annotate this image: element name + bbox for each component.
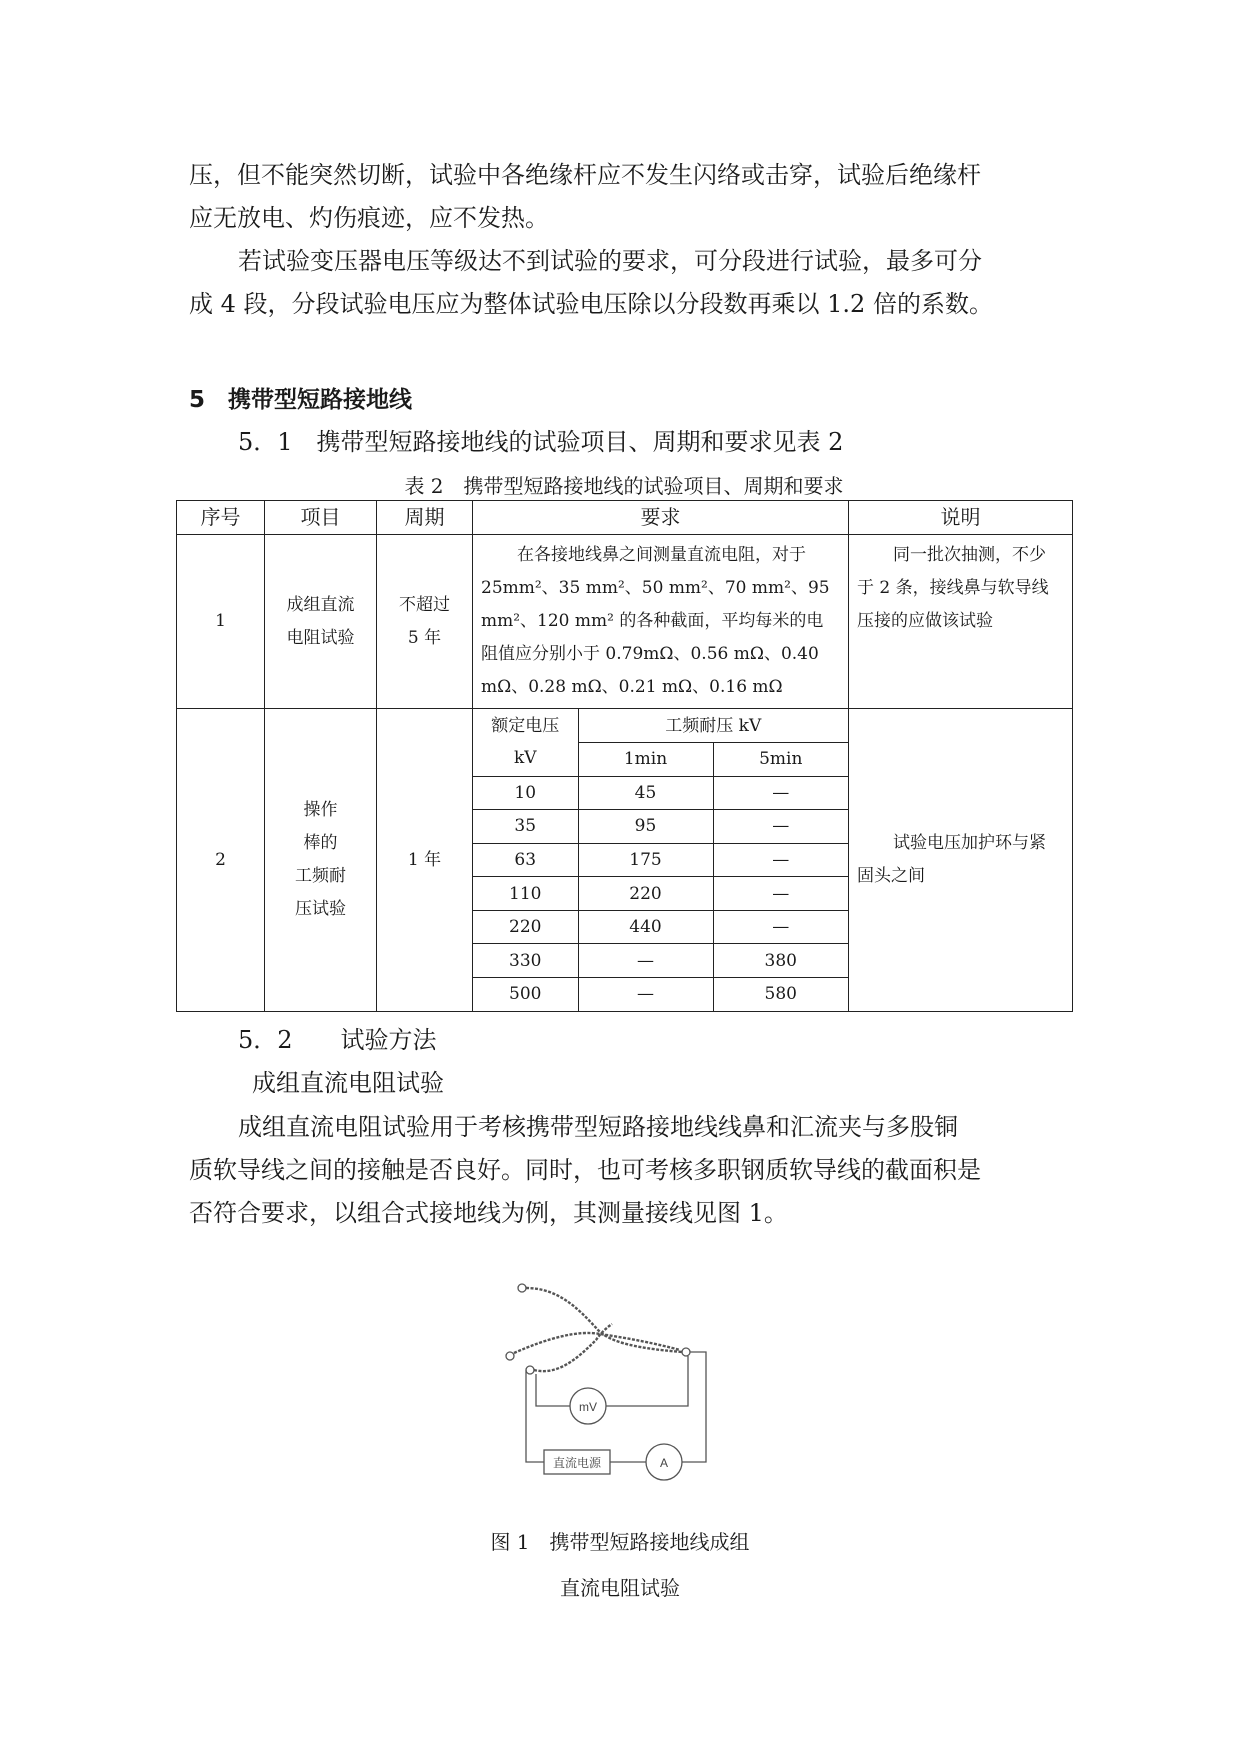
subsection-5-1: 5．1 携带型短路接地线的试验项目、周期和要求见表 2 xyxy=(238,428,844,456)
row1-seq: 1 xyxy=(177,535,265,709)
row1-note-line3: 压接的应做该试验 xyxy=(857,611,993,631)
subtable-row xyxy=(473,910,848,944)
withstand-5min: — xyxy=(713,877,848,911)
header-note: 说明 xyxy=(849,501,1073,535)
rated-kv: 500 xyxy=(473,978,578,1011)
row2-seq: 2 xyxy=(177,709,265,1012)
withstand-1min: 175 xyxy=(578,843,713,877)
method-title: 成组直流电阻试验 xyxy=(252,1069,444,1097)
wire-ammeter-right xyxy=(682,1352,706,1462)
para2-line1: 若试验变压器电压等级达不到试验的要求，可分段进行试验，最多可分 xyxy=(238,247,982,275)
withstand-1min: 440 xyxy=(578,910,713,944)
row2-item-line1: 操作 xyxy=(303,800,338,820)
subtable-row xyxy=(473,776,848,810)
row2-requirement xyxy=(473,709,849,1012)
row1-item-line1: 成组直流 xyxy=(286,594,355,615)
wire-source-left xyxy=(526,1370,544,1462)
lug-mid-icon xyxy=(506,1352,514,1360)
withstand-voltage-table xyxy=(473,709,848,1010)
subheader-5min: 5min xyxy=(713,742,848,776)
row2-item-line3: 工频耐 xyxy=(295,866,346,886)
row1-item-line2: 电阻试验 xyxy=(286,627,355,648)
subtable-row xyxy=(473,843,848,877)
subtable-row xyxy=(473,944,848,978)
withstand-1min: 220 xyxy=(578,877,713,911)
rated-kv: 110 xyxy=(473,877,578,911)
para3-line1: 成组直流电阻试验用于考核携带型短路接地线线鼻和汇流夹与多股铜 xyxy=(238,1113,958,1141)
row2-note xyxy=(849,709,1073,1012)
row2-note-line2: 固头之间 xyxy=(857,866,925,886)
wire-mv-right xyxy=(606,1356,688,1406)
table-row xyxy=(177,535,1073,709)
rated-kv: 35 xyxy=(473,810,578,844)
figure-caption-line1: 图 1 携带型短路接地线成组 xyxy=(490,1530,750,1554)
withstand-5min: — xyxy=(713,910,848,944)
cable-strand-1 xyxy=(526,1288,683,1352)
para3-line3: 否符合要求，以组合式接地线为例，其测量接线见图 1。 xyxy=(189,1199,788,1227)
lug-top-icon xyxy=(518,1284,526,1292)
subsection-5-2: 5．2 试验方法 xyxy=(238,1026,437,1054)
withstand-5min: — xyxy=(713,776,848,810)
subtable-row xyxy=(473,810,848,844)
wire-mv-left xyxy=(536,1374,570,1406)
header-item: 项目 xyxy=(265,501,377,535)
row1-item xyxy=(265,535,377,709)
row2-item-line2: 棒的 xyxy=(303,833,338,853)
row1-note xyxy=(849,535,1073,709)
row1-req-line2: 25mm²、35 mm²、50 mm²、70 mm²、95 xyxy=(481,578,830,598)
withstand-1min: — xyxy=(578,944,713,978)
row1-note-line1: 同一批次抽测，不少 xyxy=(893,545,1046,565)
row1-req-line1: 在各接地线鼻之间测量直流电阻，对于 xyxy=(517,545,806,565)
subtable-row xyxy=(473,978,848,1011)
header-requirement: 要求 xyxy=(473,501,849,535)
para3-line2: 质软导线之间的接触是否良好。同时，也可考核多职钢质软导线的截面积是 xyxy=(189,1156,981,1184)
row1-req-line4: 阻值应分别小于 0.79mΩ、0.56 mΩ、0.40 xyxy=(481,644,819,664)
subheader-rated-line2: kV xyxy=(513,748,537,769)
lug-right-icon xyxy=(682,1348,690,1356)
row2-note-line1: 试验电压加护环与紧 xyxy=(893,833,1046,853)
cable-strand-2 xyxy=(514,1333,680,1353)
rated-kv: 63 xyxy=(473,843,578,877)
table-2 xyxy=(176,500,1073,1012)
a-label: A xyxy=(659,1456,669,1470)
para1-line1: 压，但不能突然切断，试验中各绝缘杆应不发生闪络或击穿，试验后绝缘杆 xyxy=(189,161,981,189)
rated-kv: 220 xyxy=(473,910,578,944)
dc-source-label: 直流电源 xyxy=(552,1456,602,1470)
withstand-1min: 95 xyxy=(578,810,713,844)
subheader-withstand: 工频耐压 kV xyxy=(578,709,848,742)
withstand-1min: — xyxy=(578,978,713,1011)
para1-line2: 应无放电、灼伤痕迹，应不发热。 xyxy=(189,204,549,232)
figure-1-circuit-diagram xyxy=(488,1268,768,1498)
subheader-rated-voltage xyxy=(473,709,578,776)
subheader-rated-line1: 额定电压 xyxy=(491,716,560,737)
withstand-5min: 580 xyxy=(713,978,848,1011)
row1-req-line3: mm²、120 mm² 的各种截面，平均每米的电 xyxy=(481,611,824,631)
mv-label: mV xyxy=(579,1400,597,1414)
row2-period: 1 年 xyxy=(377,709,473,1012)
withstand-5min: 380 xyxy=(713,944,848,978)
withstand-5min: — xyxy=(713,810,848,844)
lug-bottom-icon xyxy=(526,1366,534,1374)
row1-period xyxy=(377,535,473,709)
rated-kv: 10 xyxy=(473,776,578,810)
row1-req-line5: mΩ、0.28 mΩ、0.21 mΩ、0.16 mΩ xyxy=(481,677,783,697)
row1-period-line1: 不超过 xyxy=(399,594,450,615)
rated-kv: 330 xyxy=(473,944,578,978)
withstand-1min: 45 xyxy=(578,776,713,810)
header-seq: 序号 xyxy=(177,501,265,535)
table-header-row xyxy=(177,501,1073,535)
table-caption: 表 2 携带型短路接地线的试验项目、周期和要求 xyxy=(404,474,844,498)
section-heading: 5 携带型短路接地线 xyxy=(189,387,413,413)
table-row xyxy=(177,709,1073,1012)
withstand-5min: — xyxy=(713,843,848,877)
row1-period-line2: 5 年 xyxy=(407,627,442,648)
subtable-header-row xyxy=(473,709,848,742)
subheader-1min: 1min xyxy=(578,742,713,776)
row1-requirement xyxy=(473,535,849,709)
row2-item-line4: 压试验 xyxy=(295,899,346,919)
row2-item xyxy=(265,709,377,1012)
subtable-row xyxy=(473,877,848,911)
header-period: 周期 xyxy=(377,501,473,535)
para2-line2: 成 4 段，分段试验电压应为整体试验电压除以分段数再乘以 1.2 倍的系数。 xyxy=(189,290,993,318)
row1-note-line2: 于 2 条，接线鼻与软导线 xyxy=(857,578,1049,598)
figure-caption-line2: 直流电阻试验 xyxy=(560,1576,680,1600)
cable-strand-3 xyxy=(534,1324,612,1371)
